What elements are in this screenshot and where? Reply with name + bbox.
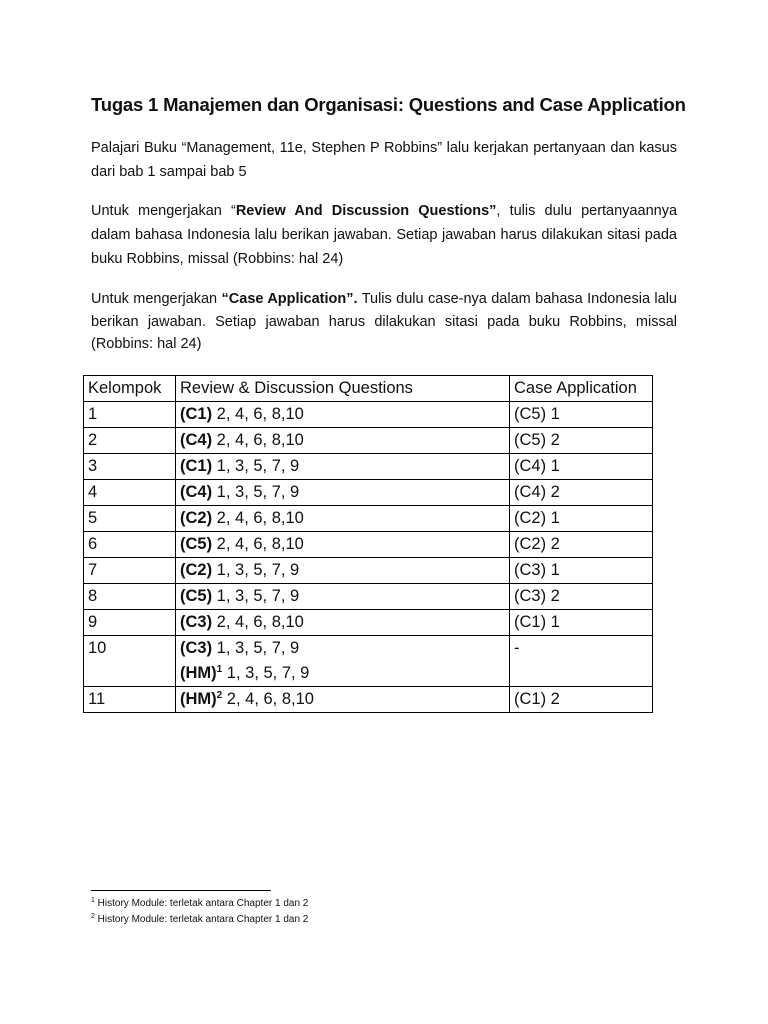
chapter-code-hm: (HM) xyxy=(180,664,217,682)
footnote-text: History Module: terletak antara Chapter 1 dan 2 xyxy=(94,914,309,925)
case-cell: (C3) 2 xyxy=(510,584,653,610)
case-cell: (C1) 1 xyxy=(510,610,653,636)
header-case: Case Application xyxy=(510,376,653,402)
table-row xyxy=(84,558,653,584)
chapter-code: (C4) xyxy=(180,431,213,449)
group-cell: 4 xyxy=(84,480,176,506)
questions-cell xyxy=(176,506,510,532)
chapter-code: (C4) xyxy=(180,483,213,501)
group-cell: 2 xyxy=(84,428,176,454)
assignment-table xyxy=(83,375,653,713)
table-row xyxy=(84,532,653,558)
footnote-1 xyxy=(91,897,308,911)
chapter-code: (C1) xyxy=(180,457,213,475)
table-row xyxy=(84,402,653,428)
table-row xyxy=(84,636,653,687)
questions-cell xyxy=(176,610,510,636)
question-numbers: 2, 4, 6, 8,10 xyxy=(212,535,304,553)
case-cell: (C2) 2 xyxy=(510,532,653,558)
group-cell: 9 xyxy=(84,610,176,636)
case-cell: - xyxy=(510,636,653,687)
review-instr-quote: ” xyxy=(489,203,497,219)
group-cell: 6 xyxy=(84,532,176,558)
footnote-ref-2: 2 xyxy=(216,690,223,701)
footnote-ref-1: 1 xyxy=(216,664,223,675)
group-cell: 5 xyxy=(84,506,176,532)
group-cell: 8 xyxy=(84,584,176,610)
footnote-mark: 2 xyxy=(91,913,95,920)
case-cell: (C3) 1 xyxy=(510,558,653,584)
group-cell: 11 xyxy=(84,687,176,713)
question-numbers: 1, 3, 5, 7, 9 xyxy=(222,664,310,682)
table-row xyxy=(84,454,653,480)
table-row xyxy=(84,428,653,454)
questions-cell xyxy=(176,636,510,687)
case-instr-pre: Untuk mengerjakan xyxy=(91,291,222,307)
review-instr-pre: Untuk mengerjakan “ xyxy=(91,203,236,219)
question-numbers: 1, 3, 5, 7, 9 xyxy=(212,483,300,501)
question-numbers: 2, 4, 6, 8,10 xyxy=(212,431,304,449)
chapter-code: (C3) xyxy=(180,639,213,657)
footnote-2 xyxy=(91,913,308,927)
question-numbers: 2, 4, 6, 8,10 xyxy=(212,613,304,631)
footnote-mark: 1 xyxy=(91,897,95,904)
header-questions: Review & Discussion Questions xyxy=(176,376,510,402)
chapter-code: (C5) xyxy=(180,587,213,605)
document-title: Tugas 1 Manajemen dan Organisasi: Questions and Case Application xyxy=(91,94,686,115)
review-instructions-paragraph xyxy=(91,199,677,271)
question-numbers: 1, 3, 5, 7, 9 xyxy=(212,587,300,605)
case-cell: (C1) 2 xyxy=(510,687,653,713)
case-instructions-paragraph xyxy=(91,288,677,356)
chapter-code: (C2) xyxy=(180,561,213,579)
review-instr-post: , tulis dulu pertanyaannya dalam bahasa Indonesia lalu berikan jawaban. Setiap jawaban harus dilakukan sitasi pada buku Robbins, missal (Robbins: hal 24) xyxy=(91,203,678,267)
case-cell: (C5) 1 xyxy=(510,402,653,428)
header-group: Kelompok xyxy=(84,376,176,402)
questions-cell xyxy=(176,480,510,506)
group-cell: 10 xyxy=(84,636,176,687)
case-instr-post: Tulis dulu case-nya dalam bahasa Indonesia lalu berikan jawaban. Setiap jawaban harus dilakukan sitasi pada buku Robbins, missal (Robbins: hal 24) xyxy=(91,291,677,352)
group-cell: 3 xyxy=(84,454,176,480)
question-numbers: 1, 3, 5, 7, 9 xyxy=(212,457,300,475)
question-numbers: 2, 4, 6, 8,10 xyxy=(212,405,304,423)
group-cell: 7 xyxy=(84,558,176,584)
table-header-row xyxy=(84,376,653,402)
questions-cell xyxy=(176,454,510,480)
footnote-divider xyxy=(91,890,271,891)
chapter-code: (C3) xyxy=(180,613,213,631)
question-numbers: 1, 3, 5, 7, 9 xyxy=(212,639,300,657)
chapter-code-hm: (HM) xyxy=(180,690,217,708)
questions-cell xyxy=(176,532,510,558)
case-cell: (C2) 1 xyxy=(510,506,653,532)
table-row xyxy=(84,610,653,636)
questions-cell xyxy=(176,428,510,454)
table-row xyxy=(84,687,653,713)
group-cell: 1 xyxy=(84,402,176,428)
intro-paragraph: Palajari Buku “Management, 11e, Stephen P Robbins” lalu kerjakan pertanyaan dan kasus dari bab 1 sampai bab 5 xyxy=(91,140,677,180)
chapter-code: (C2) xyxy=(180,509,213,527)
table-row xyxy=(84,480,653,506)
questions-cell xyxy=(176,687,510,713)
questions-cell xyxy=(176,558,510,584)
question-numbers: 2, 4, 6, 8,10 xyxy=(222,690,314,708)
question-numbers: 1, 3, 5, 7, 9 xyxy=(212,561,300,579)
case-cell: (C5) 2 xyxy=(510,428,653,454)
case-instr-bold: “Case Application”. xyxy=(221,291,358,307)
chapter-code: (C1) xyxy=(180,405,213,423)
question-numbers: 2, 4, 6, 8,10 xyxy=(212,509,304,527)
table-row xyxy=(84,584,653,610)
questions-cell xyxy=(176,584,510,610)
questions-cell xyxy=(176,402,510,428)
chapter-code: (C5) xyxy=(180,535,213,553)
case-cell: (C4) 1 xyxy=(510,454,653,480)
footnote-text: History Module: terletak antara Chapter 1 dan 2 xyxy=(94,898,309,909)
review-instr-bold: Review And Discussion Questions xyxy=(235,203,490,219)
case-cell: (C4) 2 xyxy=(510,480,653,506)
table-row xyxy=(84,506,653,532)
